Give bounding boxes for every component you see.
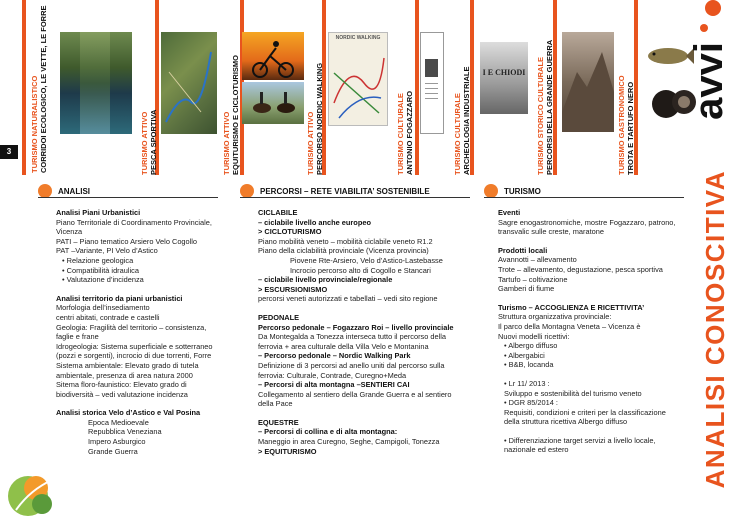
percorsi-line: ferrovia: Culturale, Contrade, Curegno+Meda: [258, 370, 407, 380]
panel-label-5: TURISMO CULTURALE ANTONIO FOGAZZARO: [396, 90, 414, 175]
analisi-line: centri abitati, contrade e castelli: [56, 312, 160, 322]
turismo-line: Turismo – ACCOGLIENZA E RICETTIVITA’: [498, 302, 645, 312]
turismo-line: [498, 294, 698, 303]
turismo-line: Sviluppo e sostenibilità del turismo veneto: [504, 388, 642, 398]
analisi-line: Analisi storica Velo d’Astico e Val Posina: [56, 408, 201, 418]
percorsi-line: [258, 304, 488, 313]
analisi-line: Morfologia dell’insediamento: [56, 303, 150, 313]
panel-label-1: TURISMO NATURALISTICO CORRIDOI ECOLOGICO, LE VETTE, LE FORRE: [30, 5, 48, 173]
percorsi-line: Maneggio in area Curegno, Seghe, Campigoli, Tonezza: [258, 437, 440, 447]
turismo-line: Requisiti, condizioni e criteri per la classificazione: [504, 407, 666, 417]
chiodi-caption: I E CHIODI: [482, 68, 526, 77]
panel-label-7: TURISMO STORICO CULTURALE PERCORSI DELLA GRANDE GUERRA: [536, 39, 554, 175]
panel-label-4: TURISMO ATTIVO PERCORSO NORDIC WALKING: [306, 62, 324, 175]
percorsi-line: – Percorso pedonale – Nordic Walking Park: [258, 351, 411, 361]
leaf-logo-icon: [6, 470, 62, 522]
analisi-line: faglie e frane: [56, 332, 99, 342]
turismo-line: [498, 237, 698, 246]
percorsi-line: Incrocio percorso alto di Cogollo e Stancari: [290, 265, 431, 275]
analisi-line: Idrogeologia: Sistema superficiale e sotterraneo: [56, 341, 213, 351]
page-title: ANALISI CONOSCITIVA: [700, 170, 730, 489]
panel-label-3: TURISMO ATTIVO EQUITURISMO E CICLOTURISMO: [222, 55, 240, 175]
percorsi-line: > EQUITURISMO: [258, 446, 317, 456]
percorsi-line: – Percorsi di collina e di alta montagna:: [258, 427, 398, 437]
analisi-line: • Relazione geologica: [56, 256, 236, 266]
divider: [38, 197, 218, 198]
panel-divider: [22, 0, 26, 175]
percorsi-line: – Percorsi di alta montagna –SENTIERI CAI: [258, 380, 410, 390]
percorsi-line: > CICLOTURISMO: [258, 227, 322, 237]
analisi-line: Analisi territorio da piani urbanistici: [56, 293, 183, 303]
turismo-line: Nuovi modelli ricettivi:: [498, 331, 570, 341]
photo-cyclist: [242, 32, 304, 80]
section-header-turismo: TURISMO: [484, 184, 541, 198]
percorsi-column: [258, 208, 488, 456]
analisi-line: ambientale, presenza di area natura 2000: [56, 370, 193, 380]
analisi-line: Geologia: Fragilità del territorio – consistenza,: [56, 322, 207, 332]
percorsi-line: EQUESTRE: [258, 417, 299, 427]
analisi-line: • Valutazione d’incidenza: [56, 275, 236, 285]
turismo-line: nazionale ed estero: [504, 445, 569, 455]
analisi-line: [56, 399, 236, 408]
percorsi-line: – ciclabile livello anche europeo: [258, 217, 371, 227]
photo-horses: [242, 82, 304, 124]
analisi-line: Repubblica Veneziana: [88, 427, 162, 437]
percorsi-line: PEDONALE: [258, 312, 300, 322]
photo-nordic-map: [328, 32, 388, 126]
turismo-line: Sagre enogastronomiche, mostre Fogazzaro, patrono,: [498, 217, 676, 227]
analisi-line: Epoca Medioevale: [88, 417, 149, 427]
bullet-dot-icon: [240, 184, 254, 198]
turismo-line: Gamberi di fiume: [498, 284, 555, 294]
analisi-line: Sitema floro-faunistico: Elevato grado di: [56, 380, 187, 390]
analisi-line: Impero Asburgico: [88, 437, 146, 447]
analisi-line: • Compatibilità idraulica: [56, 266, 236, 276]
percorsi-line: – ciclabile livello provinciale/regionale: [258, 275, 393, 285]
turismo-line: • Lr 11/ 2013 :: [498, 379, 698, 389]
turismo-line: Prodotti locali: [498, 245, 548, 255]
turismo-line: Avannotti – allevamento: [498, 255, 577, 265]
turismo-line: Il parco della Montagna Veneta – Vicenza è: [498, 321, 641, 331]
analisi-line: [56, 285, 236, 294]
photo-chiodi: [480, 42, 528, 114]
photo-map: [161, 32, 217, 134]
percorsi-line: Definizione di 3 percorsi ad anello uniti dal percorso sulla: [258, 360, 445, 370]
panel-label-8: TURISMO GASTRONOMICO TROTA E TARTUFO NERO: [617, 75, 635, 175]
turismo-line: Struttura organizzativa provinciale:: [498, 312, 612, 322]
analisi-line: (pozzi e sorgenti), incrocio di due torrenti, Forre: [56, 351, 212, 361]
panel-label-6: TURISMO CULTURALE ARCHEOLOGIA INDUSTRIALE: [453, 66, 471, 175]
section-header-percorsi: PERCORSI – RETE VIABILITA’ SOSTENIBILE: [240, 184, 430, 198]
turismo-line: della struttura ricettiva Albergo diffuso: [504, 417, 628, 427]
photo-book: [420, 32, 444, 134]
percorsi-line: Piano mobilità veneto – mobilità ciclabile veneto R1.2: [258, 236, 433, 246]
turismo-line: • Albergo diffuso: [498, 341, 698, 351]
turismo-line: Eventi: [498, 208, 521, 217]
percorsi-line: ferrovia + area culturale della Villa Velo e Montanina: [258, 341, 429, 351]
panel-label-2: TURISMO ATTIVO PESCA SPORTIVA: [140, 109, 158, 175]
analisi-line: Sistema ambientale: Elevato grado di tutela: [56, 360, 199, 370]
percorsi-line: CICLABILE: [258, 208, 298, 217]
photo-war-memorial: [562, 32, 614, 132]
percorsi-line: Collegamento al sentiero della Grande Guerra e al sentiero: [258, 389, 452, 399]
percorsi-line: [258, 409, 488, 418]
page-number: 3: [0, 145, 18, 159]
turismo-column: [498, 208, 698, 455]
photo-gorge: [60, 32, 132, 134]
analisi-line: biodiversità – vedi valutazione incidenza: [56, 389, 188, 399]
percorsi-line: > ESCURSIONISMO: [258, 284, 328, 294]
turismo-line: transvalic sulle creste, maratone: [498, 227, 604, 237]
percorsi-line: Piano della ciclabilità provinciale (Vicenza provincia): [258, 246, 429, 256]
turismo-line: • Albergabici: [498, 351, 698, 361]
analisi-line: PAT –Variante, PI Velo d’Astico: [56, 246, 158, 256]
divider: [484, 197, 684, 198]
turismo-line: Trote – allevamento, degustazione, pesca sportiva: [498, 264, 663, 274]
percorsi-line: percorsi veneti autorizzati e tabellati – vedi sito regione: [258, 294, 438, 304]
nordic-walking-heading: NORDIC WALKING: [335, 35, 381, 41]
analisi-line: Piano Territoriale di Coordinamento Provinciale,: [56, 217, 212, 227]
turismo-line: Tartufo – coltivazione: [498, 274, 568, 284]
turismo-line: [498, 370, 698, 379]
percorsi-line: Piovene Rte-Arsiero, Velo d’Astico-Lastebasse: [290, 255, 443, 265]
turismo-line: • DGR 85/2014 :: [498, 398, 698, 408]
logo-text: avvi: [687, 42, 731, 120]
percorsi-line: della Pace: [258, 399, 293, 409]
bullet-dot-icon: [484, 184, 498, 198]
panel-divider: [415, 0, 419, 175]
divider: [240, 197, 470, 198]
turismo-line: • B&B, locanda: [498, 360, 698, 370]
analisi-line: Vicenza: [56, 227, 83, 237]
analisi-line: Analisi Piani Urbanistici: [56, 208, 141, 217]
turismo-line: [498, 427, 698, 436]
analisi-line: PATI – Piano tematico Arsiero Velo Cogollo: [56, 236, 198, 246]
analisi-line: Grande Guerra: [88, 446, 138, 456]
analisi-column: [56, 208, 236, 456]
turismo-line: • Differenziazione target servizi a livello locale,: [498, 436, 698, 446]
bullet-dot-icon: [38, 184, 52, 198]
logo: [683, 0, 743, 130]
section-header-analisi: ANALISI: [38, 184, 90, 198]
percorsi-line: Da Montegalda a Tonezza interseca tutto il percorso della: [258, 332, 447, 342]
percorsi-line: Percorso pedonale – Fogazzaro Roi – livello provinciale: [258, 322, 454, 332]
